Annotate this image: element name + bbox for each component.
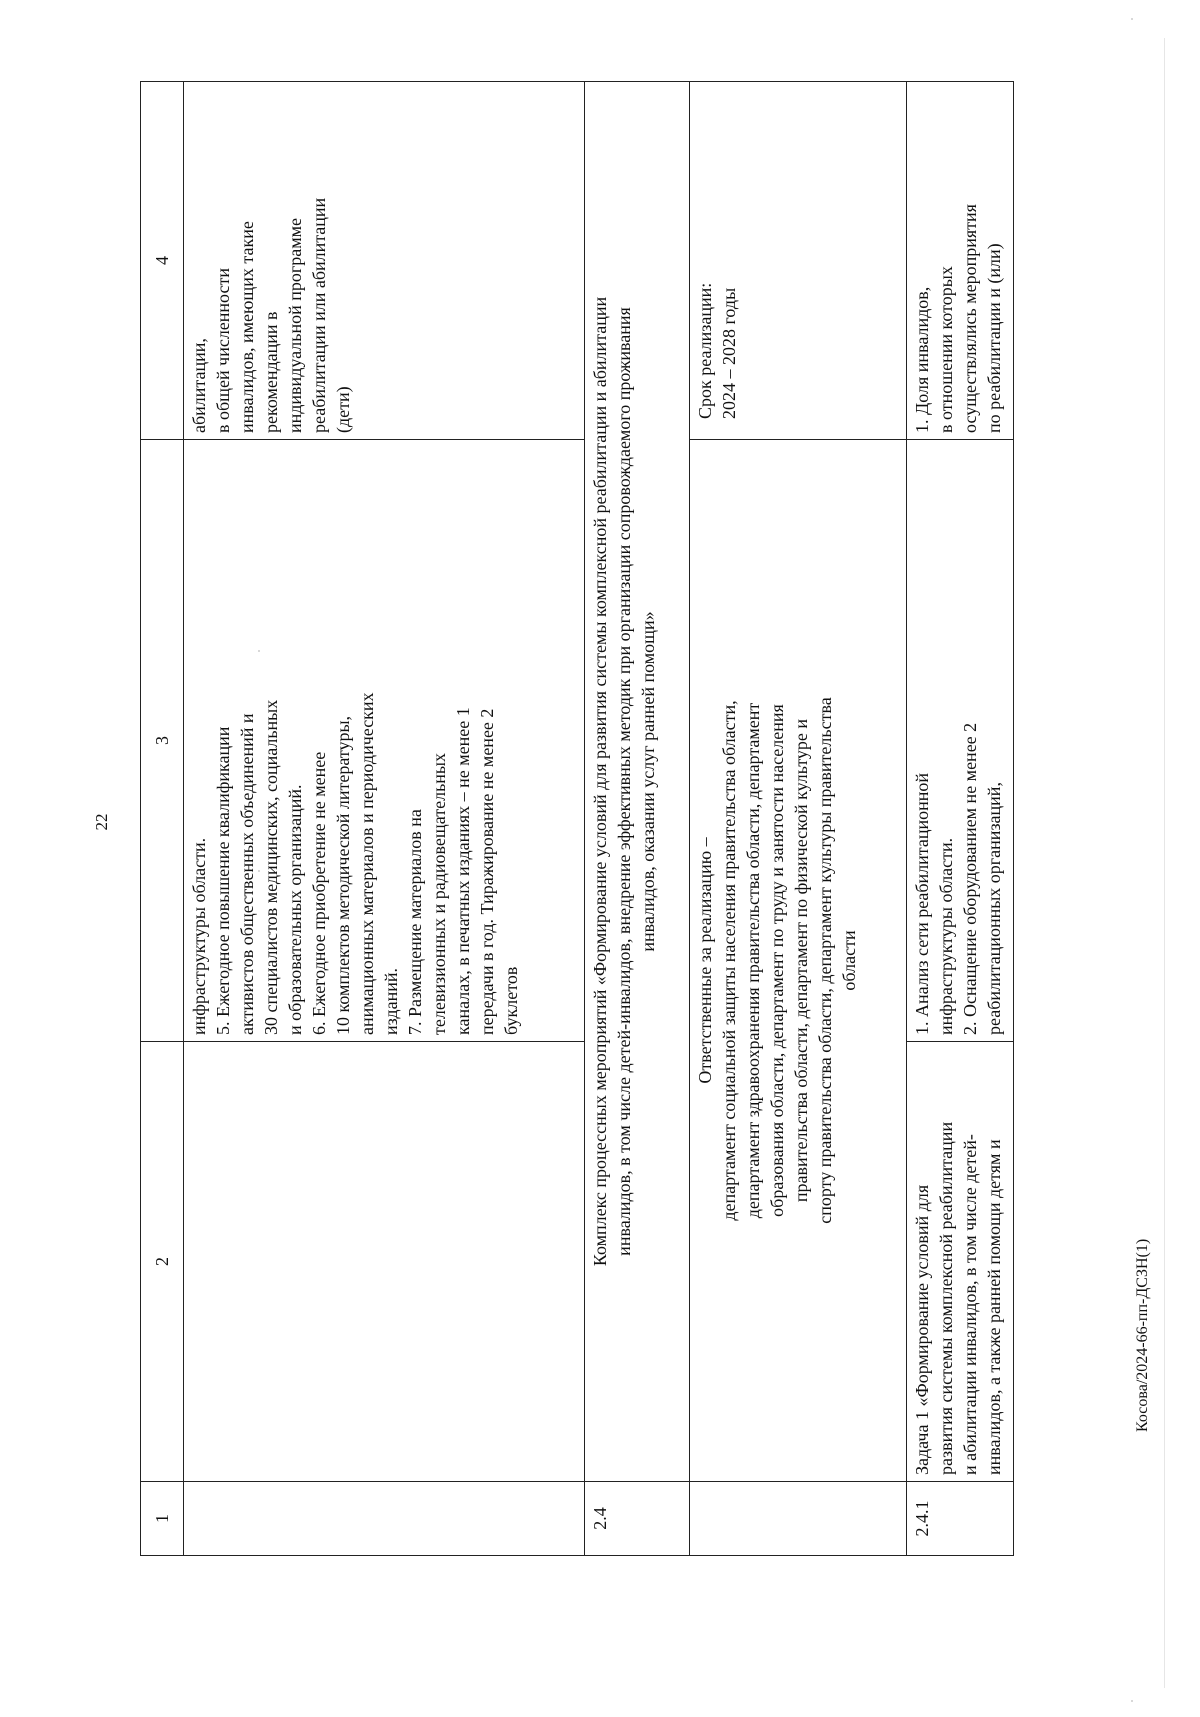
text-line: буклетов [501,966,521,1035]
text-line: индивидуальной программе [285,218,305,433]
results-cell [907,440,1014,1042]
table-header-row [141,82,184,1556]
text-line: реабилитации или абилитации [309,197,329,433]
table-cell-empty [184,1482,585,1556]
header-cell: 4 [141,82,184,440]
text-line: инвалидов, оказании услуг ранней помощи» [638,611,658,952]
table-row-responsible [690,82,907,1556]
text-line: (дети) [333,386,353,433]
text-line: 7. Размещение материалов на [405,809,425,1035]
text-line: изданий. [381,968,401,1035]
header-cell: 1 [141,1482,184,1556]
text-line: 5. Ежегодное повышение квалификации [213,726,233,1035]
text-line: 2. Оснащение оборудованием не менее 2 [960,722,980,1035]
text-line: и образовательных организаций. [285,784,305,1035]
header-cell: 3 [141,440,184,1042]
indicator-cell [184,82,585,440]
text-line: рекомендации в [261,311,281,433]
text-line: правительства области, департамент по физической культуре и [791,718,811,1203]
text-line: по реабилитации и (или) [984,243,1004,433]
text-line: 1. Доля инвалидов, [912,286,932,433]
text-line: Ответственные за реализацию – [695,837,715,1084]
text-line: 1. Анализ сети реабилитационной [912,772,932,1035]
measures-table [140,81,1014,1556]
table-cell-empty [184,1042,585,1482]
document-footer-code: Косова/2024-66-пп-ДСЗН(1) [1134,1238,1151,1432]
period-cell [690,82,907,440]
text-line: Задача 1 «Формирование условий для [912,1184,932,1475]
text-line: спорту правительства области, департамент культуры правительства [815,697,835,1224]
section-title-cell [585,82,690,1482]
results-cell [184,440,585,1042]
text-line: активистов общественных объединений и [237,713,257,1035]
rotated-table-wrapper [140,82,1085,1556]
text-line: департамент здравоохранения правительства области, департамент [743,702,763,1219]
text-line: анимационных материалов и периодических [357,692,377,1035]
text-line: каналах, в печатных изданиях – не менее 1 [453,707,473,1035]
scan-edge-line [1164,38,1165,1688]
text-line: инфраструктуры области. [189,837,209,1035]
responsible-cell [690,440,907,1482]
text-line: 2024 – 2028 годы [719,287,739,419]
text-line: в отношении которых [936,266,956,433]
page-number: 22 [92,813,111,831]
text-line: инвалидов, а также ранней помощи детям и [984,1139,1004,1475]
text-line: инвалидов, имеющих такие [237,221,257,433]
scan-artifact [1131,1700,1133,1702]
text-line: в общей численности [213,268,233,433]
text-line: инвалидов, в том числе детей-инвалидов, внедрение эффективных методик при организации сопровождаемого проживания [614,307,634,1256]
row-number: 2.4.1 [907,1482,1014,1556]
text-line: абилитации, [189,338,209,433]
text-line: образования области, департамент по труду и занятости населения [767,704,787,1217]
table-row-continuation [184,82,585,1556]
header-cell: 2 [141,1042,184,1482]
text-line: департамент социальной защиты населения правительства области, [719,700,739,1221]
text-line: развития системы комплексной реабилитации [936,1121,956,1475]
text-line: Комплекс процессных мероприятий «Формирование условий для развития системы комплексной реабилитации и абилитации [590,296,610,1267]
text-line: инфраструктуры области. [936,837,956,1035]
table-row-2-4 [585,82,690,1556]
text-line: телевизионных и радиовещательных [429,752,449,1035]
text-line: 10 комплектов методической литературы, [333,715,353,1035]
indicator-cell [907,82,1014,440]
text-line: осуществлялись мероприятия [960,204,980,433]
text-line: области [839,930,859,991]
row-number: 2.4 [585,1482,690,1556]
text-line: 30 специалистов медицинских, социальных [261,699,281,1035]
table-row-2-4-1 [907,82,1014,1556]
text-line: и абилитации инвалидов, в том числе детей- [960,1134,980,1475]
table-cell-empty [690,1482,907,1556]
text-line: реабилитационных организаций, [984,782,1004,1035]
task-cell [907,1042,1014,1482]
text-line: передачи в год. Тиражирование не менее 2 [477,708,497,1035]
text-line: 6. Ежегодное приобретение не менее [309,751,329,1035]
scan-artifact [1131,18,1133,20]
text-line: Срок реализации: [695,282,715,419]
